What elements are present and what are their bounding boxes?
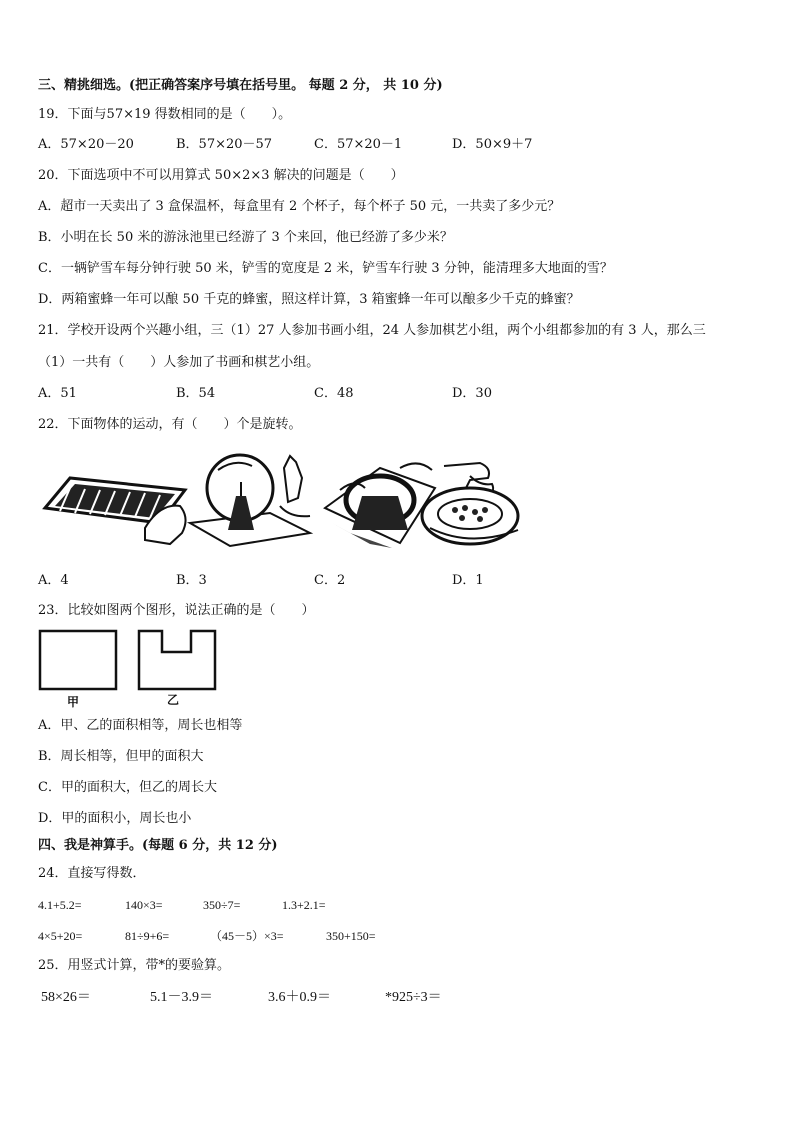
section-3-header: 三、精挑细选。(把正确答案序号填在括号里。 每题 2 分， 共 10 分) [38, 78, 443, 93]
question-23-option-b: B．周长相等，但甲的面积大 [38, 749, 204, 764]
question-21-option-c: C．48 [314, 386, 354, 401]
question-20-option-d: D．两箱蜜蜂一年可以酿 50 千克的蜂蜜，照这样计算，3 箱蜜蜂一年可以酿多少千克的蜂蜜？ [38, 292, 580, 307]
question-22-option-c: C．2 [314, 573, 346, 588]
globe-illustration [190, 455, 310, 546]
q24-row1-item-4: 1.3+2.1= [282, 898, 326, 912]
q25-item-3: 3.6＋0.9＝ [268, 990, 331, 1005]
question-19-option-c: C．57×20－1 [314, 137, 403, 152]
question-24-stem: 24．直接写得数． [38, 866, 146, 881]
shape-jia [40, 631, 116, 689]
question-21-stem-line-2: （1）一共有（ ）人参加了书画和棋艺小组。 [38, 355, 320, 370]
section-4-header: 四、我是神算手。(每题 6 分，共 12 分) [38, 838, 278, 853]
question-20-option-a: A．超市一天卖出了 3 盒保温杯，每盒里有 2 个杯子，每个杯子 50 元，一共卖了多少元？ [38, 199, 561, 214]
question-21-stem-line-1: 21．学校开设两个兴趣小组，三（1）27 人参加书画小组，24 人参加棋艺小组，两个小组都参加的有 3 人，那么三 [38, 323, 706, 338]
question-25-stem: 25．用竖式计算，带*的要验算。 [38, 958, 231, 973]
question-19-option-b: B．57×20－57 [176, 137, 273, 152]
q24-row1-item-2: 140×3= [125, 898, 163, 912]
q24-row1-item-1: 4.1+5.2= [38, 898, 82, 912]
question-23-option-a: A．甲、乙的面积相等，周长也相等 [38, 718, 243, 733]
q24-row2-item-2: 81÷9+6= [125, 929, 170, 943]
question-19-stem: 19．下面与57×19 得数相同的是（ ）。 [38, 107, 292, 122]
question-20-stem: 20．下面选项中不可以用算式 50×2×3 解决的问题是（ ） [38, 168, 404, 183]
q25-item-4: *925÷3＝ [385, 990, 442, 1005]
shape-label-jia: 甲 [67, 695, 80, 709]
abacus-illustration [45, 478, 186, 544]
question-23-stem: 23．比较如图两个图形，说法正确的是（ ） [38, 603, 315, 618]
shapes-figure [38, 628, 223, 693]
question-22-option-b: B．3 [176, 573, 207, 588]
q24-row2-item-1: 4×5+20= [38, 929, 83, 943]
question-21-option-a: A．51 [38, 386, 77, 401]
question-22-stem: 22．下面物体的运动，有（ ）个是旋转。 [38, 417, 302, 432]
question-19-option-d: D．50×9＋7 [452, 137, 533, 152]
motion-illustrations [40, 448, 530, 560]
question-20-option-b: B．小明在长 50 米的游泳池里已经游了 3 个来回，他已经游了多少米？ [38, 230, 453, 245]
question-23-option-c: C．甲的面积大，但乙的周长大 [38, 780, 217, 795]
q24-row2-item-3: （45－5）×3= [210, 929, 284, 943]
question-21-option-b: B．54 [176, 386, 216, 401]
question-20-option-c: C．一辆铲雪车每分钟行驶 50 米，铲雪的宽度是 2 米，铲雪车行驶 3 分钟，能清理多大地面的雪？ [38, 261, 613, 276]
question-21-option-d: D．30 [452, 386, 492, 401]
question-22-option-a: A．4 [38, 573, 69, 588]
q25-item-2: 5.1－3.9＝ [150, 990, 213, 1005]
q24-row2-item-4: 350+150= [326, 929, 376, 943]
shape-label-yi: 乙 [167, 693, 180, 707]
q24-row1-item-3: 350÷7= [203, 898, 241, 912]
question-19-option-a: A．57×20－20 [38, 137, 134, 152]
steering-wheel-illustration [325, 463, 435, 548]
shape-yi [139, 631, 215, 689]
sink-tap-illustration [422, 463, 518, 544]
question-22-option-d: D．1 [452, 573, 484, 588]
question-23-option-d: D．甲的面积小，周长也小 [38, 811, 192, 826]
q25-item-1: 58×26＝ [41, 990, 91, 1005]
